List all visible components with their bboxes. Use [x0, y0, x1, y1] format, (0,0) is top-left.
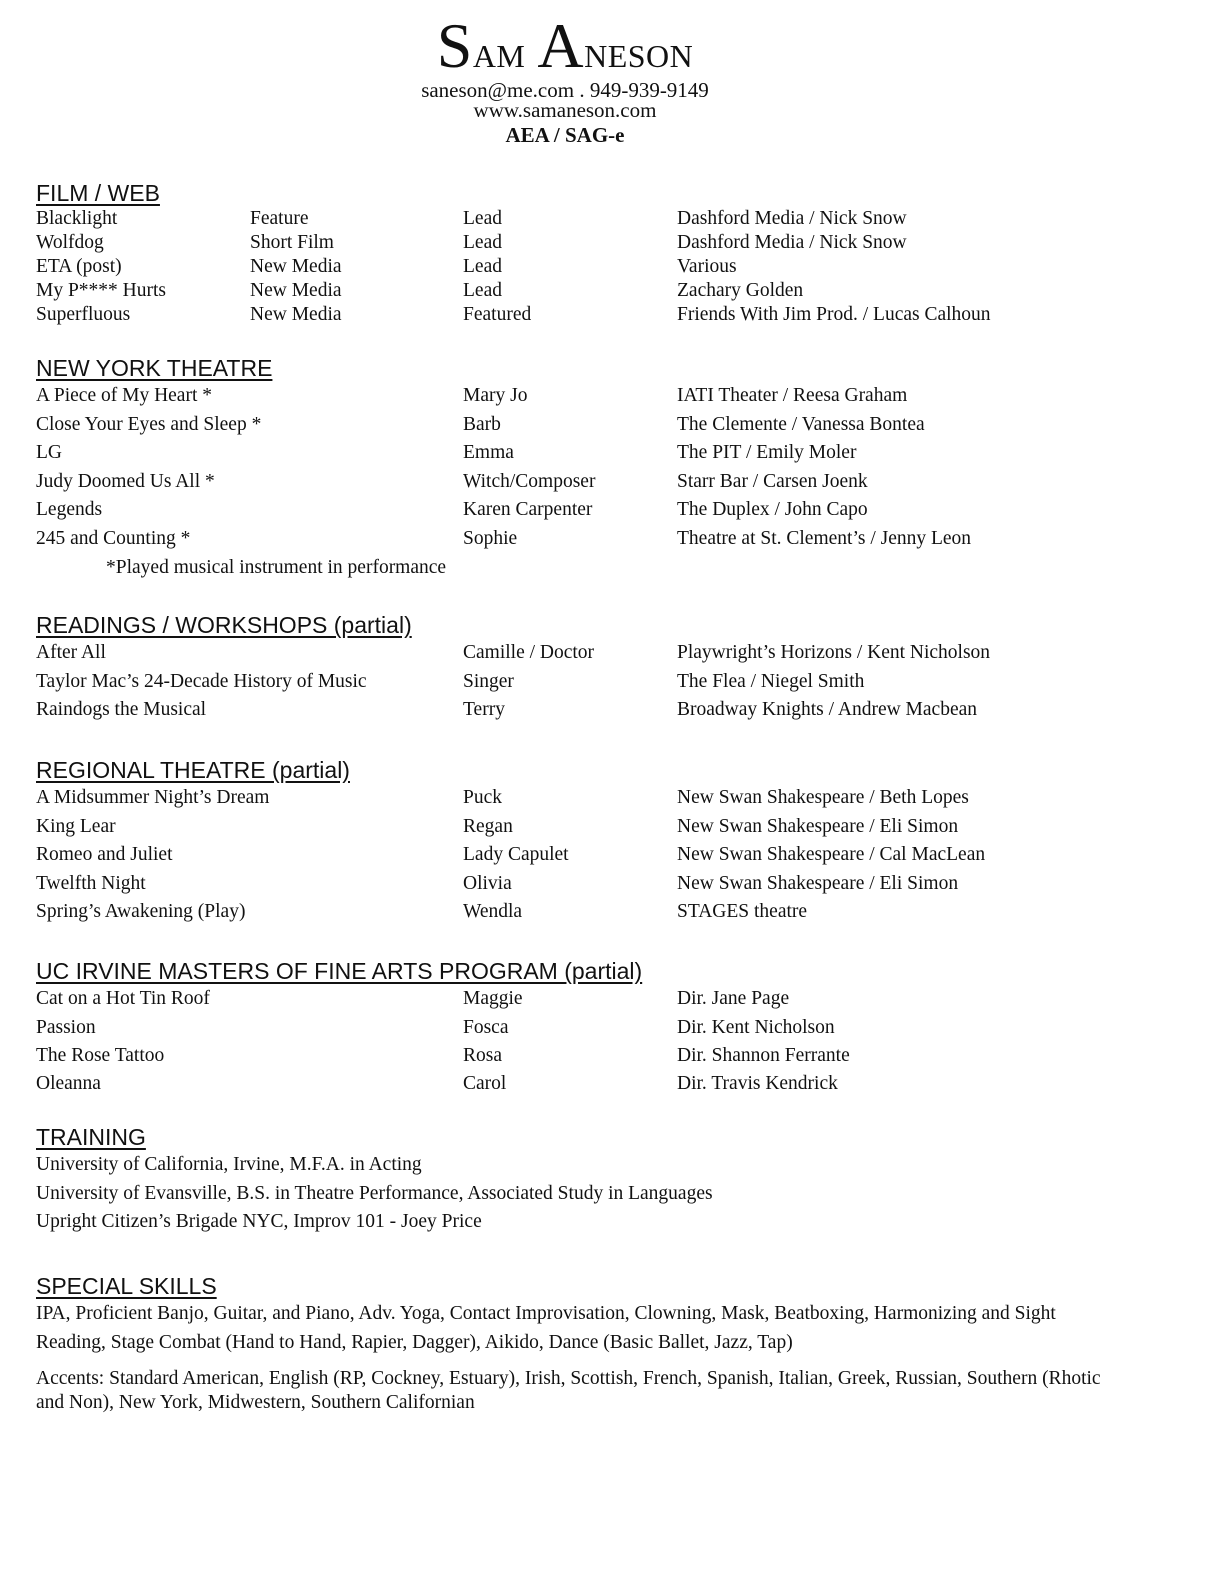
section-title: SPECIAL SKILLS — [36, 1273, 217, 1299]
role: Lady Capulet — [463, 844, 569, 866]
role: Lead — [463, 232, 502, 253]
role: Singer — [463, 670, 514, 692]
role: Lead — [463, 280, 502, 301]
type: Feature — [250, 208, 309, 229]
credit-row — [36, 525, 1186, 554]
company: New Swan Shakespeare / Beth Lopes — [677, 787, 969, 808]
actor-name: Sam Aneson — [436, 10, 694, 81]
project: Wolfdog — [36, 232, 104, 253]
role: Carol — [463, 1072, 507, 1094]
company: Broadway Knights / Andrew Macbean — [677, 699, 978, 721]
credit-row — [36, 985, 1186, 1014]
company: The Duplex / John Capo — [677, 499, 868, 521]
project: My P**** Hurts — [36, 280, 167, 301]
readings-section — [36, 612, 1186, 725]
role: Karen Carpenter — [463, 499, 593, 521]
company: IATI Theater / Reesa Graham — [677, 385, 908, 406]
project: A Midsummer Night’s Dream — [36, 787, 270, 808]
project: Romeo and Juliet — [36, 844, 173, 866]
role: Mary Jo — [463, 385, 528, 406]
project: King Lear — [36, 815, 116, 837]
website: www.samaneson.com — [473, 98, 657, 122]
credit-row — [36, 870, 1186, 899]
project: Superfluous — [36, 304, 131, 325]
type: New Media — [250, 256, 342, 277]
role: Sophie — [463, 527, 518, 549]
type: Short Film — [250, 232, 334, 253]
section-title: TRAINING — [36, 1124, 146, 1150]
role: Lead — [463, 208, 502, 229]
project: Blacklight — [36, 208, 118, 229]
section-title: UC IRVINE MASTERS OF FINE ARTS PROGRAM (partial) — [36, 958, 643, 984]
role: Maggie — [463, 988, 523, 1009]
role: Rosa — [463, 1045, 502, 1067]
company: Theatre at St. Clement’s / Jenny Leon — [677, 527, 972, 549]
director: Dir. Jane Page — [677, 988, 790, 1009]
type: New Media — [250, 280, 342, 301]
skills-text: IPA, Proficient Banjo, Guitar, and Piano, Adv. Yoga, Contact Improvisation, Clowning, Mask, Beatboxing, Harmonizing and Sight Reading, Stage Combat (Hand to Hand, Rapier, Dagger), Aikido, Dance (Basic Ballet, Jazz, Tap) — [36, 1303, 1056, 1353]
credit-row — [36, 1014, 1186, 1043]
credit-row — [36, 207, 1186, 231]
section-title: READINGS / WORKSHOPS (partial) — [36, 612, 412, 638]
role: Witch/Composer — [463, 470, 596, 492]
contact-line: saneson@me.com . 949-939-9149 — [421, 78, 709, 102]
project: The Rose Tattoo — [36, 1045, 165, 1067]
uci-mfa-section — [36, 958, 1186, 1097]
role: Wendla — [463, 901, 523, 923]
training-line: University of Evansville, B.S. in Theatre Performance, Associated Study in Languages — [36, 1182, 713, 1204]
training-section — [36, 1124, 1186, 1237]
role: Regan — [463, 815, 513, 837]
role: Fosca — [463, 1016, 509, 1038]
company: Zachary Golden — [677, 280, 804, 301]
project: Taylor Mac’s 24-Decade History of Music — [36, 670, 367, 692]
role: Lead — [463, 256, 502, 277]
project: Passion — [36, 1016, 96, 1038]
credit-row — [36, 255, 1186, 279]
resume-header — [0, 10, 1130, 148]
union-affiliations: AEA / SAG-e — [505, 123, 625, 147]
company: Dashford Media / Nick Snow — [677, 232, 907, 253]
company: New Swan Shakespeare / Eli Simon — [677, 872, 959, 894]
credit-row — [36, 496, 1186, 525]
project: Twelfth Night — [36, 872, 146, 894]
regional-section — [36, 757, 1186, 927]
credit-row — [36, 898, 1186, 927]
project: Cat on a Hot Tin Roof — [36, 988, 210, 1009]
credit-row — [36, 639, 1186, 668]
director: Dir. Travis Kendrick — [677, 1072, 838, 1094]
project: After All — [36, 642, 106, 663]
project: Judy Doomed Us All * — [36, 470, 215, 492]
project: Raindogs the Musical — [36, 699, 207, 721]
role: Featured — [463, 304, 532, 325]
role: Barb — [463, 413, 501, 435]
project: ETA (post) — [36, 256, 122, 277]
company: STAGES theatre — [677, 901, 808, 923]
ny-theatre-section — [36, 355, 1186, 582]
role: Olivia — [463, 872, 512, 894]
project: Oleanna — [36, 1072, 101, 1094]
section-title: REGIONAL THEATRE (partial) — [36, 757, 350, 783]
project: LG — [36, 442, 62, 464]
credit-row — [36, 1042, 1186, 1071]
training-line: Upright Citizen’s Brigade NYC, Improv 101 - Joey Price — [36, 1211, 482, 1232]
company: Various — [677, 256, 737, 277]
credit-row — [36, 411, 1186, 440]
footnote: *Played musical instrument in performance — [106, 556, 447, 578]
accents-text: Accents: Standard American, English (RP, Cockney, Estuary), Irish, Scottish, French, Spanish, Italian, Greek, Russian, Southern (Rhotic and Non), New York, Midwestern, Southern Californian — [36, 1368, 1101, 1413]
credit-row — [36, 813, 1186, 842]
company: Dashford Media / Nick Snow — [677, 208, 907, 229]
training-line: University of California, Irvine, M.F.A. in Acting — [36, 1154, 422, 1175]
credit-row — [36, 784, 1186, 813]
company: New Swan Shakespeare / Cal MacLean — [677, 844, 986, 866]
credit-row — [36, 1071, 1186, 1097]
credit-row — [36, 231, 1186, 255]
credit-row — [36, 696, 1186, 725]
type: New Media — [250, 304, 342, 325]
credit-row — [36, 668, 1186, 697]
company: The Flea / Niegel Smith — [677, 670, 865, 692]
company: The PIT / Emily Moler — [677, 442, 857, 464]
project: 245 and Counting * — [36, 527, 191, 549]
credit-row — [36, 279, 1186, 303]
project: Legends — [36, 499, 103, 521]
role: Terry — [463, 699, 505, 721]
company: Playwright’s Horizons / Kent Nicholson — [677, 642, 991, 663]
director: Dir. Kent Nicholson — [677, 1016, 835, 1038]
section-title: NEW YORK THEATRE — [36, 355, 273, 381]
section-title: FILM / WEB — [36, 180, 160, 206]
role: Emma — [463, 442, 514, 464]
credit-row — [36, 439, 1186, 468]
credit-row — [36, 841, 1186, 870]
credit-row — [36, 303, 1186, 327]
project: Close Your Eyes and Sleep * — [36, 413, 262, 435]
special-skills-section — [36, 1273, 1116, 1415]
film-web-section — [36, 180, 1186, 327]
company: Starr Bar / Carsen Joenk — [677, 470, 868, 492]
role: Puck — [463, 787, 502, 808]
credit-row — [36, 468, 1186, 497]
credit-row — [36, 382, 1186, 411]
project: A Piece of My Heart * — [36, 385, 212, 406]
director: Dir. Shannon Ferrante — [677, 1045, 850, 1067]
role: Camille / Doctor — [463, 642, 595, 663]
company: Friends With Jim Prod. / Lucas Calhoun — [677, 304, 991, 325]
company: The Clemente / Vanessa Bontea — [677, 413, 925, 435]
project: Spring’s Awakening (Play) — [36, 901, 246, 923]
company: New Swan Shakespeare / Eli Simon — [677, 815, 959, 837]
